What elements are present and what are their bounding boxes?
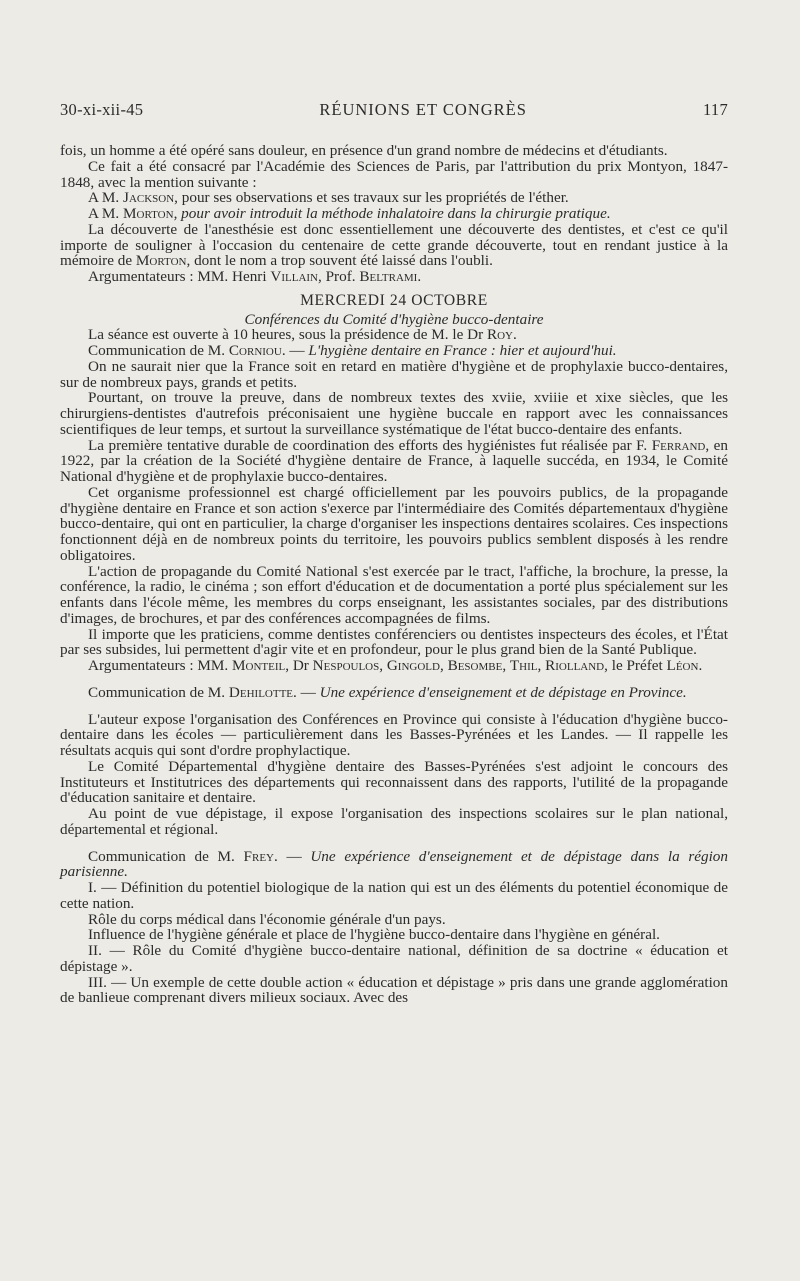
paragraph: Rôle du corps médical dans l'économie générale d'un pays. — [88, 910, 446, 928]
header-title: RÉUNIONS ET CONGRÈS — [319, 100, 527, 119]
paragraph: L'action de propagande du Comité National s'est exercée par le tract, l'affiche, la brochure, la presse, la conférence, la radio, le cinéma ; son effort d'éducation et de documentation a porté plus spécialement sur les enfants dans l'école même, les membres du corps enseignant, les assistantes sociales, par des distributions d'images, de brochures, et par des conférences accompagnées de films. — [60, 562, 728, 627]
person-name: Jackson — [123, 189, 175, 207]
paragraph: Le Comité Départemental d'hygiène dentaire des Basses-Pyrénées s'est adjoint le concours des Instituteurs et Institutrices des départements qui reconnaissent dans des rapports, l'utilité de la propagande d'éducation sanitaire et dentaire. — [60, 757, 728, 807]
paragraph: Communication de M. Corniou. — L'hygiène dentaire en France : hier et aujourd'hui. — [88, 342, 617, 359]
paragraph: Communication de M. Dehilotte. — Une expérience d'enseignement et de dépistage en Province. — [88, 683, 687, 701]
paragraph: Communication de M. Frey. — Une expérience d'enseignement et de dépistage dans la région parisienne. — [60, 847, 728, 881]
paragraph: A M. Morton, pour avoir introduit la méthode inhalatoire dans la chirurgie pratique. — [88, 205, 611, 222]
paragraph: II. — Rôle du Comité d'hygiène bucco-dentaire national, définition de sa doctrine « éducation et dépistage ». — [60, 942, 728, 975]
paragraph: Au point de vue dépistage, il expose l'organisation des inspections scolaires sur le plan national, départemental et régional. — [60, 805, 728, 838]
body-text — [60, 143, 728, 1006]
section-heading: Conférences du Comité d'hygiène bucco-dentaire — [244, 310, 544, 328]
person-name: Morton — [135, 252, 187, 270]
day-heading: MERCREDI 24 OCTOBRE — [300, 291, 488, 309]
paragraph: III. — Un exemple de cette double action « éducation et dépistage » pris dans une grande agglomération de banlieue comprenant divers milieux sociaux. Avec des — [60, 973, 728, 1007]
paragraph: Argumentateurs : MM. Henri Villain, Prof. Beltrami. — [88, 268, 422, 285]
person-name: Morton — [123, 205, 174, 222]
paragraph: Ce fait a été consacré par l'Académie des Sciences de Paris, par l'attribution du prix Montyon, 1847-1848, avec la mention suivante : — [60, 157, 728, 191]
paragraph: Cet organisme professionnel est chargé officiellement par les pouvoirs publics, de la propagande d'hygiène dentaire en France et son action s'exerce par l'intermédiaire des Comités départementaux d'hygiène bucco-dentaire, qui ont en particulier, la charge d'organiser les inspections dentaires scolaires. Ces inspections fonctionnent déjà en de nombreux points du territoire, les pouvoirs publics semblent disposés à les rendre obligatoires. — [60, 483, 728, 564]
paragraph: Argumentateurs : MM. Monteil, Dr Nespoulos, Gingold, Besombe, Thil, Riolland, le Préfet Léon. — [88, 657, 703, 674]
paragraph: Pourtant, on trouve la preuve, dans de nombreux textes des xviie, xviiie et xixe siècles, que les chirurgiens-dentistes d'autrefois préconisaient une hygiène buccale en rapport avec les connaissances scientifiques de leur temps, et surtout la surveillance systématique de l'état bucco-dentaire des enfants. — [60, 389, 728, 438]
running-header — [60, 100, 728, 120]
paragraph: La première tentative durable de coordination des efforts des hygiénistes fut réalisée par F. Ferrand, en 1922, par la création de la Société d'hygiène dentaire de France, à laquelle succéda, en 1934, le Comité National d'hygiène et de prophylaxie bucco-dentaires. — [60, 436, 728, 485]
paragraph: Influence de l'hygiène générale et place de l'hygiène bucco-dentaire dans l'hygiène en général. — [88, 926, 660, 944]
paragraph: fois, un homme a été opéré sans douleur, en présence d'un grand nombre de médecins et d'étudiants. — [60, 142, 668, 159]
paragraph: La séance est ouverte à 10 heures, sous la présidence de M. le Dr Roy. — [88, 326, 517, 344]
paragraph: L'auteur expose l'organisation des Conférences en Province qui consiste à l'éducation d'hygiène bucco-dentaire dans les écoles — particulièrement dans les Basses-Pyrénées et les Landes. — Il rappelle les résultats acquis qui sont d'ordre prophylactique. — [60, 710, 728, 759]
paragraph: A M. Jackson, pour ses observations et ses travaux sur les propriétés de l'éther. — [88, 189, 569, 207]
header-date: 30-xi-xii-45 — [60, 100, 144, 119]
paragraph: Il importe que les praticiens, comme dentistes conférenciers ou dentistes inspecteurs des écoles, et l'État par ses subsides, lui permettent d'agir vite et en profondeur, pour le plus grand bien de la Santé Publique. — [60, 625, 728, 659]
paragraph: La découverte de l'anesthésie est donc essentiellement une découverte des dentistes, et c'est ce qu'il importe de souligner à l'occasion du centenaire de cette grande découverte, tout en rendant justice à la mémoire de Morton, dont le nom a trop souvent été laissé dans l'oubli. — [60, 220, 728, 270]
paragraph: I. — Définition du potentiel biologique de la nation qui est un des éléments du potentiel économique de cette nation. — [60, 879, 728, 912]
page-number: 117 — [702, 100, 728, 119]
paragraph: On ne saurait nier que la France soit en retard en matière d'hygiène et de prophylaxie bucco-dentaires, sur de nombreux pays, grands et petits. — [60, 357, 728, 391]
